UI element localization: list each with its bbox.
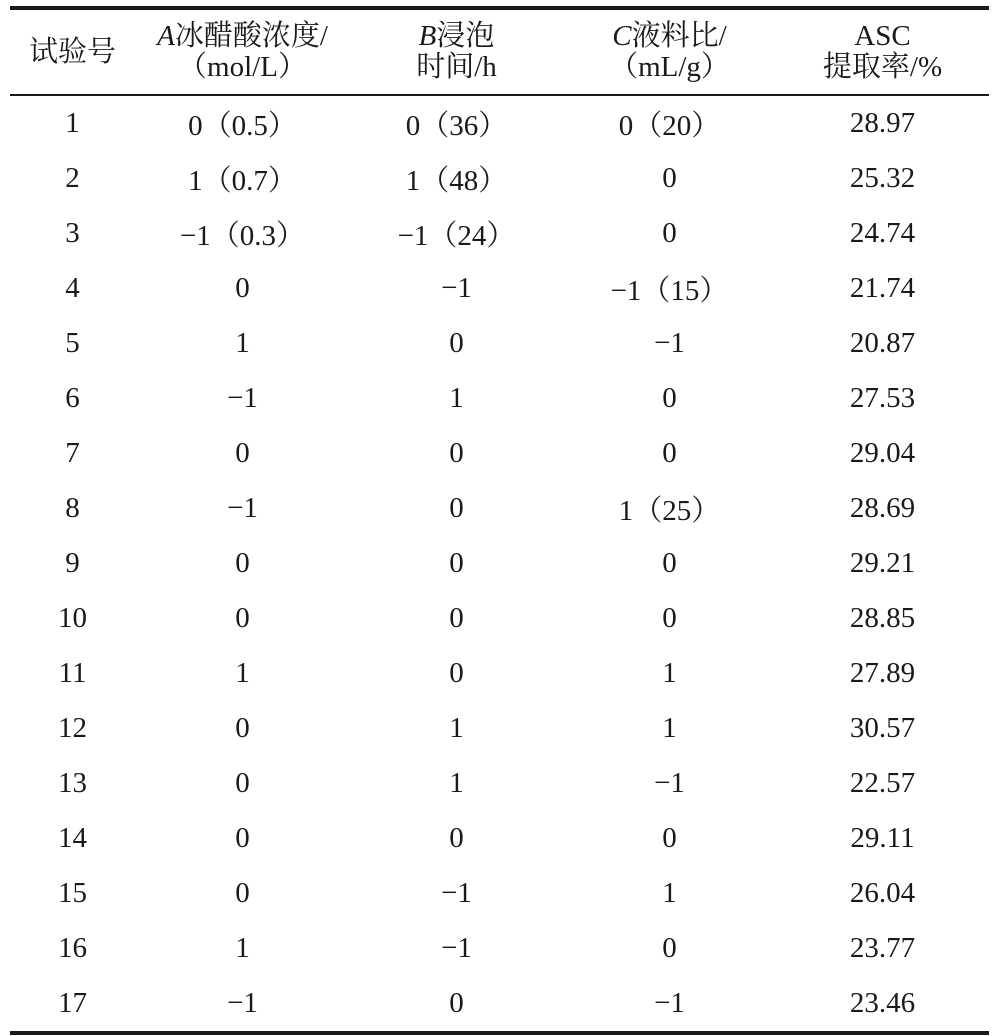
cell-factor-a: 0 [235,437,250,469]
cell-factor-a: −1 [227,987,258,1019]
header-line: ASC [854,20,911,52]
cell-asc-yield: 26.04 [849,877,916,909]
cell-trial-number: 7 [65,437,80,469]
cell-factor-b: −1 [441,877,472,909]
table-row [10,206,989,261]
cell-factor-a: 1（0.7） [188,165,297,197]
header-acetic-acid-concentration [135,8,350,95]
cell-factor-c: 0 [662,437,677,469]
cell-factor-a: −1 [227,382,258,414]
table-row [10,756,989,811]
cell-factor-c: 1（25） [618,495,721,527]
table-row [10,151,989,206]
cell-factor-b: 0 [449,987,464,1019]
header-asc-yield [776,8,989,95]
table-row [10,261,989,316]
cell-trial-number: 5 [65,327,80,359]
cell-factor-a: −1（0.3） [179,220,306,252]
header-line [135,21,350,52]
cell-factor-c: 1 [662,877,677,909]
cell-asc-yield: 28.85 [849,602,916,634]
cell-factor-b: −1（24） [397,220,516,252]
cell-trial-number: 12 [58,712,87,744]
header-text: 冰醋酸浓度/ [174,20,328,52]
cell-factor-b: −1 [441,272,472,304]
cell-trial-number: 15 [58,877,87,909]
cell-factor-b: 0 [449,657,464,689]
cell-asc-yield: 23.46 [849,987,916,1019]
cell-factor-c: 0 [662,822,677,854]
cell-factor-a: 0 [235,822,250,854]
cell-factor-b: 0 [449,547,464,579]
cell-factor-c: 1 [662,657,677,689]
cell-trial-number: 17 [58,987,87,1019]
table-row [10,976,989,1033]
cell-factor-a: 0（0.5） [188,110,297,142]
cell-factor-a: −1 [227,492,258,524]
cell-factor-c: 0 [662,162,677,194]
cell-factor-c: 0 [662,382,677,414]
table-row [10,316,989,371]
header-line: （mol/L） [178,51,307,83]
table-row [10,591,989,646]
header-liquid-solid-ratio [563,8,776,95]
cell-asc-yield: 21.74 [849,272,916,304]
cell-asc-yield: 22.57 [849,767,916,799]
cell-factor-b: 1 [449,712,464,744]
cell-trial-number: 8 [65,492,80,524]
cell-factor-b: 1 [449,382,464,414]
experiment-table [10,6,989,1035]
cell-trial-number: 10 [58,602,87,634]
cell-factor-c: 0 [662,217,677,249]
cell-factor-a: 0 [235,602,250,634]
cell-factor-b: 1 [449,767,464,799]
cell-factor-c: 0 [662,932,677,964]
cell-factor-c: −1 [654,327,685,359]
cell-trial-number: 3 [65,217,80,249]
header-text: 液料比/ [631,20,727,52]
cell-factor-a: 0 [235,272,250,304]
header-line: （mL/g） [609,51,730,83]
cell-factor-a: 1 [235,327,250,359]
cell-asc-yield: 27.53 [849,382,916,414]
cell-factor-a: 0 [235,767,250,799]
cell-trial-number: 11 [58,657,87,689]
cell-factor-c: −1（15） [610,275,729,307]
cell-factor-b: 0（36） [405,110,508,142]
header-text: 浸泡 [436,20,495,52]
cell-factor-a: 0 [235,547,250,579]
table-body [10,95,989,1033]
table-row [10,866,989,921]
header-soaking-time [350,8,563,95]
cell-asc-yield: 23.77 [849,932,916,964]
table-row [10,646,989,701]
cell-trial-number: 9 [65,547,80,579]
table-row [10,811,989,866]
cell-asc-yield: 29.04 [849,437,916,469]
cell-asc-yield: 27.89 [849,657,916,689]
cell-trial-number: 14 [58,822,87,854]
header-line [350,21,563,52]
cell-asc-yield: 29.11 [850,822,915,854]
cell-trial-number: 13 [58,767,87,799]
cell-trial-number: 2 [65,162,80,194]
table-row [10,371,989,426]
experiment-table-container [10,6,989,1035]
cell-factor-c: 0 [662,602,677,634]
table-row [10,426,989,481]
cell-asc-yield: 24.74 [849,217,916,249]
table-row [10,536,989,591]
table-row [10,481,989,536]
cell-factor-c: 1 [662,712,677,744]
cell-asc-yield: 20.87 [849,327,916,359]
table-row [10,701,989,756]
cell-factor-c: −1 [654,767,685,799]
cell-asc-yield: 28.97 [849,107,916,139]
header-trial-number [10,8,135,95]
cell-factor-c: 0（20） [618,110,721,142]
cell-trial-number: 4 [65,272,80,304]
cell-factor-a: 0 [235,712,250,744]
cell-factor-a: 1 [235,932,250,964]
cell-factor-a: 1 [235,657,250,689]
header-row [10,8,989,95]
cell-factor-c: 0 [662,547,677,579]
cell-factor-b: −1 [441,932,472,964]
cell-factor-b: 1（48） [405,165,508,197]
header-line: 试验号 [28,35,116,68]
table-header [10,8,989,95]
cell-trial-number: 16 [58,932,87,964]
header-line: 提取率/% [822,51,943,83]
cell-asc-yield: 30.57 [849,712,916,744]
header-line [563,21,776,52]
table-row [10,95,989,151]
factor-symbol: C [612,20,632,52]
cell-factor-a: 0 [235,877,250,909]
table-row [10,921,989,976]
factor-symbol: B [418,20,437,52]
cell-asc-yield: 28.69 [849,492,916,524]
cell-trial-number: 6 [65,382,80,414]
cell-asc-yield: 29.21 [849,547,916,579]
cell-factor-b: 0 [449,327,464,359]
cell-factor-b: 0 [449,602,464,634]
cell-factor-b: 0 [449,822,464,854]
header-line: 时间/h [416,51,497,83]
cell-factor-b: 0 [449,492,464,524]
cell-factor-c: −1 [654,987,685,1019]
cell-factor-b: 0 [449,437,464,469]
cell-asc-yield: 25.32 [849,162,916,194]
factor-symbol: A [157,20,175,52]
cell-trial-number: 1 [65,107,80,139]
